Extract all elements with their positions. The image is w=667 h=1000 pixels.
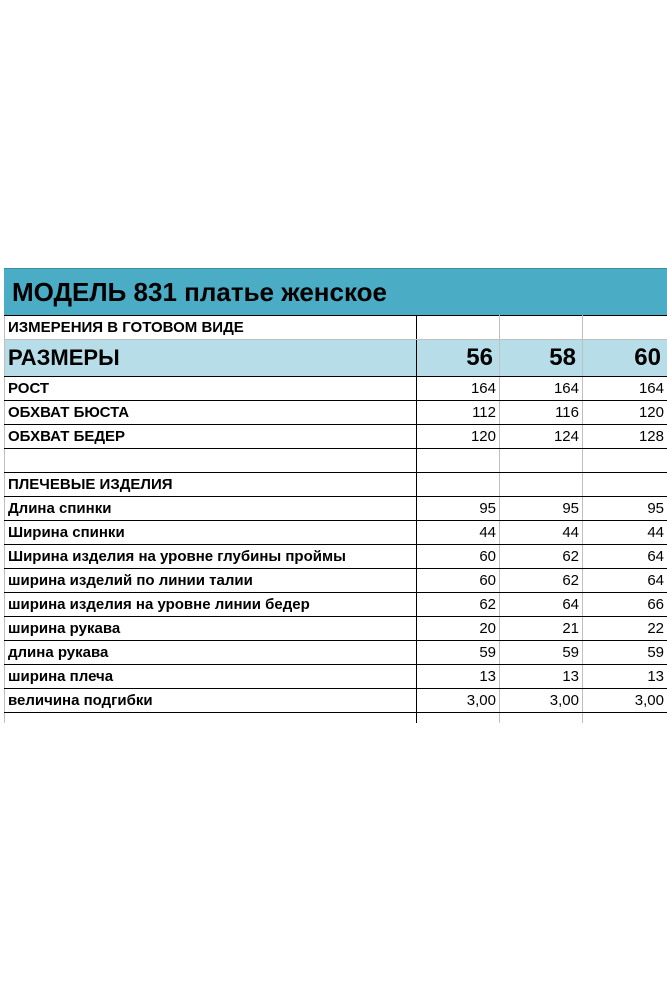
table-row bbox=[5, 689, 667, 713]
value-cell: 112 bbox=[417, 401, 500, 425]
size-chart bbox=[4, 268, 667, 723]
table-row bbox=[5, 449, 667, 473]
row-label: длина рукава bbox=[5, 641, 417, 665]
value-cell bbox=[500, 473, 583, 497]
value-cell: 95 bbox=[583, 497, 667, 521]
subtitle-cell: ИЗМЕРЕНИЯ В ГОТОВОМ ВИДЕ bbox=[5, 316, 417, 340]
sizes-row bbox=[5, 340, 667, 377]
value-cell: 13 bbox=[583, 665, 667, 689]
value-cell: 64 bbox=[583, 545, 667, 569]
row-label bbox=[5, 713, 417, 724]
value-cell: 60 bbox=[417, 569, 500, 593]
value-cell bbox=[583, 449, 667, 473]
row-label bbox=[5, 449, 417, 473]
sizes-label: РАЗМЕРЫ bbox=[5, 340, 417, 377]
value-cell bbox=[417, 449, 500, 473]
title-bar bbox=[4, 268, 667, 315]
table-row bbox=[5, 497, 667, 521]
value-cell: 21 bbox=[500, 617, 583, 641]
table-row bbox=[5, 377, 667, 401]
table-row bbox=[5, 569, 667, 593]
value-cell: 120 bbox=[417, 425, 500, 449]
row-label: Ширина изделия на уровне глубины проймы bbox=[5, 545, 417, 569]
value-cell: 13 bbox=[417, 665, 500, 689]
row-label: величина подгибки bbox=[5, 689, 417, 713]
row-label: ширина изделия на уровне линии бедер bbox=[5, 593, 417, 617]
value-cell: 44 bbox=[583, 521, 667, 545]
table-row bbox=[5, 401, 667, 425]
value-cell: 66 bbox=[583, 593, 667, 617]
row-label: ПЛЕЧЕВЫЕ ИЗДЕЛИЯ bbox=[5, 473, 417, 497]
empty-cell bbox=[583, 316, 667, 340]
value-cell: 20 bbox=[417, 617, 500, 641]
table-row bbox=[5, 473, 667, 497]
value-cell: 22 bbox=[583, 617, 667, 641]
value-cell: 59 bbox=[417, 641, 500, 665]
value-cell bbox=[583, 713, 667, 724]
table-row bbox=[5, 545, 667, 569]
value-cell: 64 bbox=[583, 569, 667, 593]
value-cell: 124 bbox=[500, 425, 583, 449]
table-row bbox=[5, 641, 667, 665]
row-label: ОБХВАТ БЮСТА bbox=[5, 401, 417, 425]
table-row bbox=[5, 713, 667, 724]
value-cell: 120 bbox=[583, 401, 667, 425]
row-label: РОСТ bbox=[5, 377, 417, 401]
value-cell: 95 bbox=[500, 497, 583, 521]
table-row bbox=[5, 617, 667, 641]
value-cell: 62 bbox=[500, 569, 583, 593]
value-cell bbox=[500, 449, 583, 473]
row-label: Ширина спинки bbox=[5, 521, 417, 545]
row-label: Длина спинки bbox=[5, 497, 417, 521]
value-cell bbox=[500, 713, 583, 724]
value-cell: 60 bbox=[417, 545, 500, 569]
empty-cell bbox=[417, 316, 500, 340]
value-cell: 62 bbox=[417, 593, 500, 617]
value-cell bbox=[417, 473, 500, 497]
measurements-table bbox=[4, 315, 667, 723]
model-title: МОДЕЛЬ 831 платье женское bbox=[12, 276, 387, 307]
size-header: 60 bbox=[583, 340, 667, 377]
value-cell: 3,00 bbox=[583, 689, 667, 713]
table-row bbox=[5, 593, 667, 617]
value-cell: 164 bbox=[583, 377, 667, 401]
value-cell: 44 bbox=[500, 521, 583, 545]
value-cell: 3,00 bbox=[417, 689, 500, 713]
row-label: ОБХВАТ БЕДЕР bbox=[5, 425, 417, 449]
size-header: 56 bbox=[417, 340, 500, 377]
value-cell: 128 bbox=[583, 425, 667, 449]
table-row bbox=[5, 665, 667, 689]
empty-cell bbox=[500, 316, 583, 340]
row-label: ширина плеча bbox=[5, 665, 417, 689]
value-cell: 44 bbox=[417, 521, 500, 545]
row-label: ширина рукава bbox=[5, 617, 417, 641]
subtitle-row bbox=[5, 316, 667, 340]
value-cell: 59 bbox=[583, 641, 667, 665]
value-cell: 164 bbox=[500, 377, 583, 401]
value-cell bbox=[583, 473, 667, 497]
value-cell: 164 bbox=[417, 377, 500, 401]
value-cell: 59 bbox=[500, 641, 583, 665]
row-label: ширина изделий по линии талии bbox=[5, 569, 417, 593]
value-cell bbox=[417, 713, 500, 724]
value-cell: 13 bbox=[500, 665, 583, 689]
size-header: 58 bbox=[500, 340, 583, 377]
value-cell: 95 bbox=[417, 497, 500, 521]
value-cell: 64 bbox=[500, 593, 583, 617]
value-cell: 3,00 bbox=[500, 689, 583, 713]
value-cell: 62 bbox=[500, 545, 583, 569]
table-row bbox=[5, 425, 667, 449]
table-row bbox=[5, 521, 667, 545]
value-cell: 116 bbox=[500, 401, 583, 425]
